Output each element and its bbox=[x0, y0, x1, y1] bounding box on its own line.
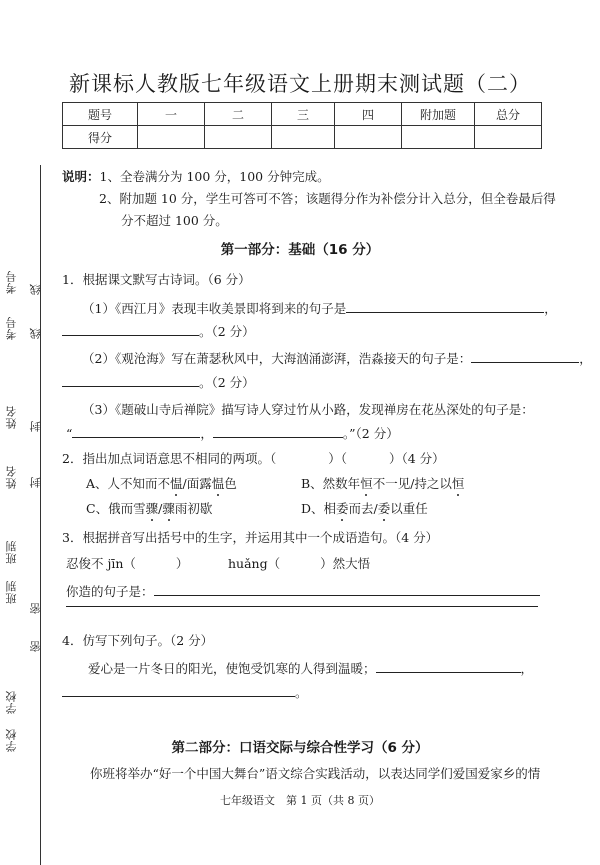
score-table-score-row bbox=[63, 126, 542, 149]
binding-xian-2: 线 bbox=[29, 283, 42, 295]
header-cell: 二 bbox=[205, 103, 272, 126]
binding-class-1: 班别 bbox=[5, 540, 18, 564]
q3-word-2-close: ）然大悟 bbox=[320, 556, 371, 571]
binding-name-1: 姓名 bbox=[5, 405, 18, 429]
page-title: 新课标人教版七年级语文上册期末测试题（二） bbox=[69, 72, 531, 96]
q2-a-dotted: 愠 bbox=[211, 476, 225, 491]
notes-item-2b: 分不超过 100 分。 bbox=[121, 213, 228, 228]
q1-s3-blank-1[interactable] bbox=[72, 426, 200, 438]
q4-line-2 bbox=[62, 683, 308, 701]
q1-s3-blank-2[interactable] bbox=[213, 426, 343, 438]
q2-b-text: B、然数年 bbox=[301, 476, 361, 491]
q2-a-dotted: 愠 bbox=[170, 476, 183, 491]
q3-word-2 bbox=[228, 554, 370, 572]
q1-s2-line bbox=[82, 349, 592, 367]
binding-line bbox=[40, 165, 41, 865]
header-cell: 题号 bbox=[63, 103, 138, 126]
q3-sentence-label: 你造的句子是： bbox=[66, 584, 154, 599]
q3-sentence-blank-1[interactable] bbox=[154, 584, 540, 596]
binding-feng-2: 封 bbox=[29, 420, 42, 432]
q3-stem: 3．根据拼音写出括号中的生字，并运用其中一个成语造句。（4 分） bbox=[62, 530, 439, 545]
q2-d-dotted: 委 bbox=[336, 501, 349, 516]
q2-stem-mid: ）（ bbox=[328, 451, 347, 466]
q1-s1-comma: ， bbox=[544, 301, 557, 316]
notes-item-1: 1、全卷满分为 100 分，100 分钟完成。 bbox=[99, 169, 330, 184]
binding-school-2: 学校 bbox=[5, 728, 18, 752]
q1-s1-blank-1[interactable] bbox=[346, 301, 544, 313]
q1-s3-quote-open: “ bbox=[66, 426, 73, 441]
q1-s3-quote-close: 。”（2 分） bbox=[342, 426, 399, 441]
binding-mi-2: 密 bbox=[29, 602, 42, 614]
q2-option-a bbox=[86, 474, 237, 492]
q1-s1-text: （1）《西江月》表现丰收美景即将到来的句子是 bbox=[82, 301, 347, 316]
notes-label: 说明： bbox=[62, 169, 100, 184]
q1-s1-blank-2[interactable] bbox=[62, 324, 199, 336]
q1-s2-line-2 bbox=[62, 373, 255, 391]
q1-s2-blank-2[interactable] bbox=[62, 375, 199, 387]
page-footer: 七年级语文 第 1 页（共 8 页） bbox=[220, 794, 380, 807]
q3-sentence-line bbox=[66, 582, 540, 600]
q1-s3-comma: ， bbox=[200, 426, 213, 441]
q2-option-c bbox=[86, 499, 212, 517]
q3-word-1 bbox=[66, 554, 188, 572]
binding-feng-1: 封 bbox=[29, 476, 42, 488]
q1-s3-line: （3）《题破山寺后禅院》描写诗人穿过竹从小路，发现禅房在花丛深处的句子是： bbox=[82, 402, 534, 417]
score-cell[interactable] bbox=[475, 126, 542, 149]
score-cell[interactable] bbox=[205, 126, 272, 149]
score-cell[interactable] bbox=[335, 126, 402, 149]
binding-name-2: 姓名 bbox=[5, 465, 18, 489]
q2-d-text: 以重任 bbox=[390, 501, 428, 516]
q2-stem: 2．指出加点词语意思不相同的两项。（ bbox=[62, 451, 277, 466]
binding-examno-2: 考号 bbox=[5, 316, 18, 340]
q1-s2-end: 。（2 分） bbox=[199, 375, 255, 390]
q3-word-1-text: 忍俊不 jīn（ bbox=[66, 556, 136, 571]
header-cell: 三 bbox=[272, 103, 335, 126]
part1-heading: 第一部分：基础（16 分） bbox=[220, 242, 380, 258]
q2-a-text: 色 bbox=[224, 476, 237, 491]
q2-a-text: A、人不知而不 bbox=[86, 476, 171, 491]
header-cell: 四 bbox=[335, 103, 402, 126]
q2-d-text: 而去/ bbox=[348, 501, 378, 516]
binding-examno-1: 考号 bbox=[5, 270, 18, 294]
q2-d-dotted: 委 bbox=[377, 501, 391, 516]
q4-example: 爱心是一片冬日的阳光，使饱受饥寒的人得到温暖； bbox=[88, 661, 376, 676]
q2-c-dotted: 骤 bbox=[145, 501, 159, 516]
q2-stem-end: ）（4 分） bbox=[388, 451, 445, 466]
binding-class-2: 班别 bbox=[5, 580, 18, 604]
q1-s3-line-2 bbox=[66, 424, 399, 442]
part2-text: 你班将举办“好一个中国大舞台”语文综合实践活动，以表达同学们爱国爱家乡的情 bbox=[90, 766, 541, 781]
score-row-label: 得分 bbox=[63, 126, 138, 149]
q1-s2-comma: ， bbox=[579, 351, 592, 366]
q3-word-1-close: ） bbox=[175, 556, 189, 571]
binding-school-1: 学校 bbox=[5, 690, 18, 714]
score-cell[interactable] bbox=[138, 126, 205, 149]
q1-s1-line-2 bbox=[62, 322, 255, 340]
score-table bbox=[62, 102, 542, 149]
score-cell[interactable] bbox=[272, 126, 335, 149]
header-cell: 附加题 bbox=[402, 103, 475, 126]
binding-xian-1: 线 bbox=[29, 327, 42, 339]
q2-b-text: 不一见/持之以 bbox=[372, 476, 452, 491]
q2-c-text: C、俄而雪 bbox=[86, 501, 146, 516]
q1-s1-end: 。（2 分） bbox=[199, 324, 255, 339]
q4-stem: 4．仿写下列句子。（2 分） bbox=[62, 633, 214, 648]
q2-stem-line bbox=[62, 449, 445, 467]
q1-s1-line bbox=[82, 299, 557, 317]
q4-end: 。 bbox=[295, 685, 308, 700]
q4-blank-1[interactable] bbox=[376, 661, 521, 673]
q2-c-text: / bbox=[158, 501, 163, 516]
q2-d-text: D、相 bbox=[301, 501, 337, 516]
score-cell[interactable] bbox=[402, 126, 475, 149]
q1-s2-blank-1[interactable] bbox=[471, 351, 579, 363]
q2-b-dotted: 恒 bbox=[451, 476, 465, 491]
header-cell: 总分 bbox=[475, 103, 542, 126]
q4-comma: ， bbox=[520, 661, 534, 676]
q2-c-text: 雨初歇 bbox=[174, 501, 213, 516]
q2-option-b bbox=[301, 474, 464, 492]
q1-s2-text: （2）《观沧海》写在萧瑟秋风中，大海汹涌澎湃，浩淼接天的句子是： bbox=[82, 351, 472, 366]
q4-example-line bbox=[88, 659, 533, 677]
q4-blank-2[interactable] bbox=[62, 685, 295, 697]
q3-sentence-blank-2[interactable] bbox=[66, 606, 538, 607]
q2-b-dotted: 恒 bbox=[360, 476, 373, 491]
notes-line-1 bbox=[62, 167, 330, 185]
binding-mi-1: 密 bbox=[29, 640, 42, 652]
part2-heading: 第二部分：口语交际与综合性学习（6 分） bbox=[171, 740, 429, 756]
q3-word-2-text: huǎng（ bbox=[228, 556, 281, 571]
notes-item-2a: 2、附加题 10 分，学生可答可不答；该题得分作为补偿分计入总分，但全卷最后得 bbox=[99, 191, 556, 206]
q1-stem: 1．根据课文默写古诗词。（6 分） bbox=[62, 272, 251, 287]
q2-c-dotted: 骤 bbox=[162, 501, 175, 516]
q2-option-d bbox=[301, 499, 428, 517]
header-cell: 一 bbox=[138, 103, 205, 126]
score-table-header-row bbox=[63, 103, 542, 126]
q2-a-text: /面露 bbox=[182, 476, 212, 491]
